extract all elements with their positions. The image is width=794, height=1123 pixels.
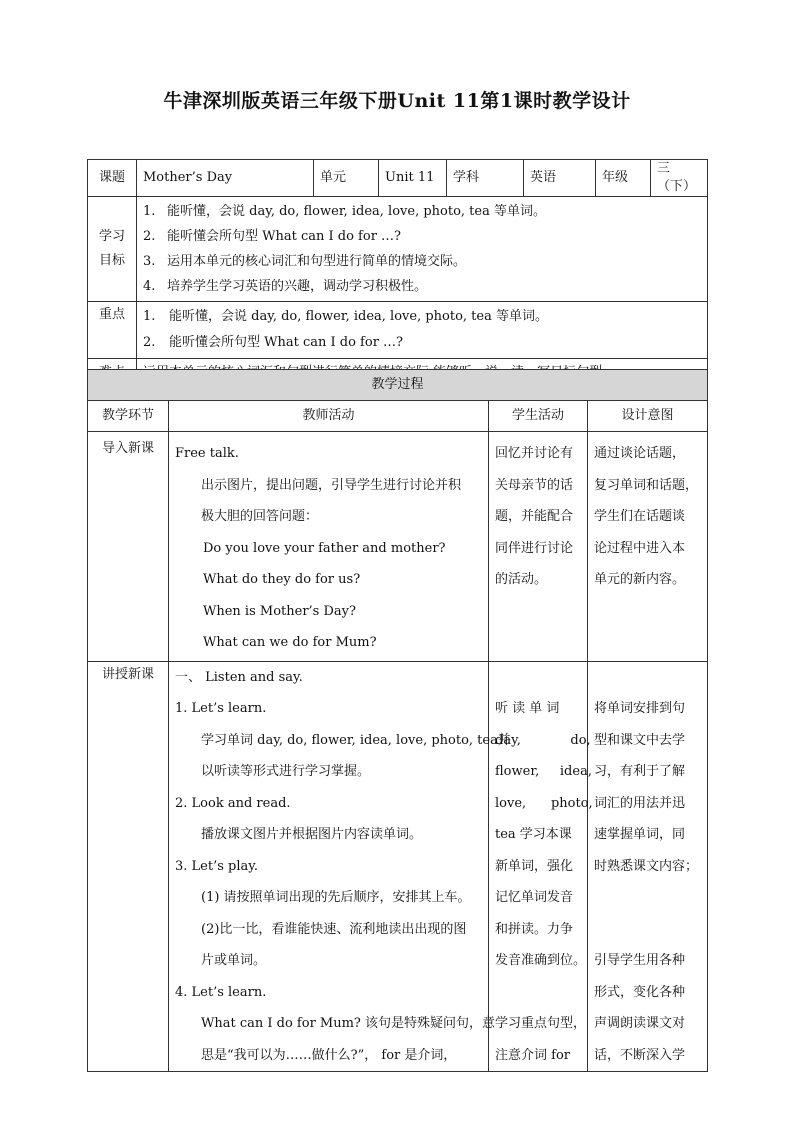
teach-student-line: 注意介词 for	[495, 1047, 570, 1063]
objectives-row	[88, 197, 708, 302]
intro-row	[88, 432, 708, 662]
key-points-label: 重点	[88, 302, 137, 359]
teach-teacher-line: 一、 Listen and say.	[175, 669, 303, 685]
objective-number: 3.	[143, 254, 156, 270]
teach-purpose-line: 时熟悉课文内容；	[594, 858, 699, 874]
process-title-row	[88, 370, 708, 401]
key-point-text: 能听懂，会说 day, do, flower, idea, love, photo, tea 等单词。	[169, 309, 548, 325]
teach-student-line	[495, 662, 581, 694]
intro-student-line: 关母亲节的话	[495, 477, 574, 493]
key-point-item	[143, 330, 701, 356]
teach-student-line: love, photo,	[495, 795, 593, 811]
teach-student-cell	[489, 661, 593, 1072]
key-point-number: 2.	[143, 335, 156, 351]
key-point-item	[143, 304, 701, 330]
teach-teacher-line: (2)比一比，看谁能快速、流利地读出出现的图	[201, 921, 467, 937]
header-student: 学生活动	[489, 401, 588, 432]
intro-teacher-line: When is Mother’s Day?	[203, 603, 356, 619]
objectives-label	[88, 197, 137, 302]
intro-student-line: 题，并能配合	[495, 509, 574, 524]
intro-teacher-line: 出示图片，提出问题，引导学生进行讨论并积	[201, 477, 462, 493]
topic-label: 课题	[88, 160, 137, 197]
objectives-list	[137, 197, 708, 302]
intro-student-line: 回忆并讨论有	[495, 446, 574, 461]
unit-value: Unit 11	[379, 160, 447, 197]
intro-teacher-line: 极大胆的回答问题：	[201, 509, 319, 524]
teach-teacher-line: 1. Let’s learn.	[175, 701, 267, 716]
intro-purpose-line: 单元的新内容。	[594, 572, 686, 587]
objective-number: 1.	[143, 204, 156, 220]
process-title: 教学过程	[88, 370, 708, 401]
teach-purpose-line	[594, 662, 701, 694]
teach-row	[88, 661, 708, 1072]
teach-student-line: 听 读 单 词	[495, 701, 560, 716]
teach-teacher-line: (1) 请按照单词出现的先后顺序，安排其上车。	[201, 890, 471, 905]
intro-purpose-line: 通过谈论话题，	[594, 446, 686, 461]
intro-purpose-line: 复习单词和话题，	[594, 477, 699, 493]
teach-teacher-line: 4. Let’s learn.	[175, 984, 267, 1000]
teach-student-line: day, do,	[495, 732, 591, 748]
header-teacher: 教师活动	[169, 401, 489, 432]
teach-teacher-line: 播放课文图片并根据图片内容读单词。	[201, 827, 423, 842]
objective-text: 能听懂，会说 day, do, flower, idea, love, photo, tea 等单词。	[167, 204, 546, 220]
teach-student-line: 和拼读。力争	[495, 921, 574, 937]
teach-student-line: 记忆单词发音	[495, 890, 574, 905]
page-title: 牛津深圳版英语三年级下册Unit 11第1课时教学设计	[163, 90, 631, 112]
objective-item	[143, 249, 701, 274]
teach-purpose-line	[594, 914, 701, 946]
teach-purpose-line: 速掌握单词，同	[594, 827, 686, 842]
subject-value: 英语	[524, 160, 596, 197]
intro-teacher-line: Free talk.	[175, 446, 239, 461]
intro-teacher-line: What do they do for us?	[203, 572, 361, 587]
objective-item	[143, 199, 701, 224]
teach-purpose-line: 词汇的用法并迅	[594, 795, 686, 811]
objective-item	[143, 274, 701, 299]
teach-teacher-line: 片或单词。	[201, 953, 267, 968]
teach-purpose-line	[594, 882, 701, 914]
teach-purpose-line: 引导学生用各种	[594, 953, 686, 968]
info-table	[87, 159, 708, 388]
objective-number: 2.	[143, 229, 156, 245]
teach-student-line: 发音准确到位。	[495, 953, 587, 968]
header-stage: 教学环节	[88, 401, 169, 432]
teach-student-line: flower, idea,	[495, 764, 592, 779]
intro-purpose-line: 学生们在话题谈	[594, 509, 686, 524]
objective-item	[143, 224, 701, 249]
intro-student-cell	[489, 432, 588, 662]
unit-label: 单元	[314, 160, 379, 197]
key-points-row	[88, 302, 708, 359]
teach-purpose-line: 型和课文中去学	[594, 732, 686, 748]
teach-teacher-line: 以听读等形式进行学习掌握。	[201, 764, 371, 779]
intro-teacher-cell	[169, 432, 489, 662]
objectives-label-text: 学习目标	[98, 229, 125, 269]
topic-value: Mother’s Day	[137, 160, 314, 197]
objective-text: 能听懂会所句型 What can I do for …?	[167, 229, 402, 245]
teach-purpose-line: 形式，变化各种	[594, 984, 686, 1000]
grade-value: 三（下）	[651, 160, 708, 197]
objective-text: 运用本单元的核心词汇和句型进行简单的情境交际。	[167, 254, 467, 270]
teach-teacher-cell	[169, 661, 511, 1072]
teach-student-line	[495, 977, 581, 1009]
intro-stage: 导入新课	[88, 432, 169, 662]
teach-teacher-line: 思是“我可以为……做什么?”， for 是介词，	[201, 1047, 457, 1063]
teach-stage: 讲授新课	[88, 661, 169, 1072]
teach-teacher-line: 2. Look and read.	[175, 795, 291, 811]
header-purpose: 设计意图	[588, 401, 708, 432]
grade-label: 年级	[596, 160, 651, 197]
teach-purpose-line: 习，有利于了解	[594, 764, 686, 779]
key-points-list	[137, 302, 708, 359]
intro-teacher-line: Do you love your father and mother?	[203, 540, 446, 556]
teach-teacher-line: 学习单词 day, do, flower, idea, love, photo, tea并	[201, 732, 511, 748]
objective-text: 培养学生学习英语的兴趣，调动学习积极性。	[167, 279, 428, 295]
teach-student-line: 学习重点句型，	[495, 1016, 587, 1031]
process-header-row	[88, 401, 708, 432]
intro-student-line: 同伴进行讨论	[495, 540, 574, 556]
teach-purpose-line: 声调朗读课文对	[594, 1016, 686, 1031]
subject-label: 学科	[447, 160, 524, 197]
intro-teacher-line: What can we do for Mum?	[203, 635, 377, 650]
teach-student-line: tea 学习本课	[495, 827, 572, 842]
teach-student-line: 新单词，强化	[495, 858, 574, 874]
info-row	[88, 160, 708, 197]
intro-purpose-line: 论过程中进入本	[594, 540, 686, 556]
key-point-number: 1.	[143, 309, 156, 325]
objective-number: 4.	[143, 279, 156, 295]
teach-purpose-line: 将单词安排到句	[594, 701, 686, 716]
teach-purpose-line: 话，不断深入学	[594, 1047, 686, 1063]
process-table	[87, 369, 708, 1072]
key-point-text: 能听懂会所句型 What can I do for …?	[169, 335, 404, 351]
teach-teacher-line: 3. Let’s play.	[175, 858, 259, 874]
intro-purpose-cell	[588, 432, 708, 662]
teach-purpose-cell	[588, 661, 708, 1072]
intro-student-line: 的活动。	[495, 572, 548, 587]
teach-teacher-line: What can I do for Mum? 该句是特殊疑问句，意	[201, 1016, 496, 1031]
